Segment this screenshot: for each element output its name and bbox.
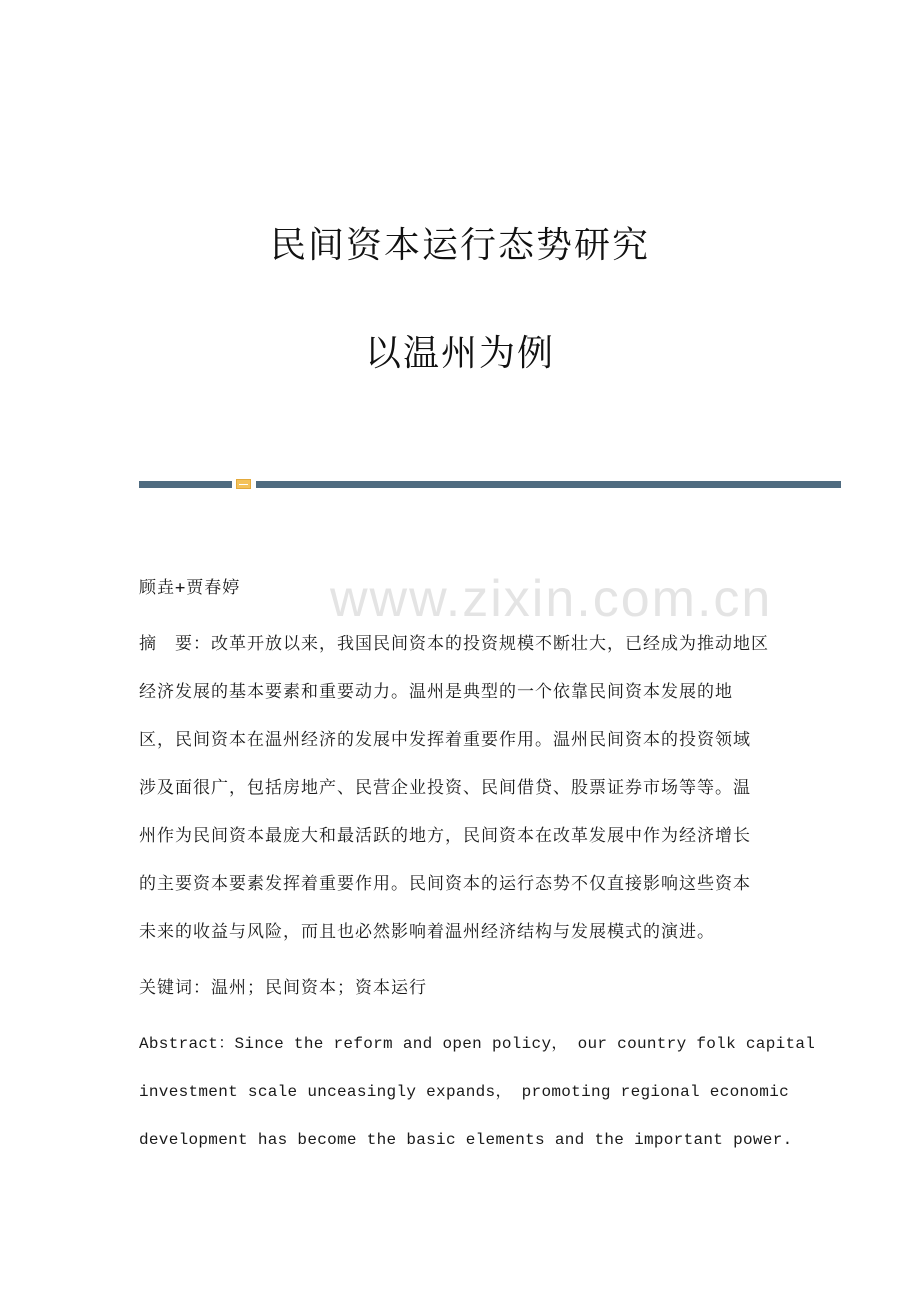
ornament-icon bbox=[236, 479, 251, 489]
abstract-en-line: investment scale unceasingly expands， promoting regional economic bbox=[139, 1083, 789, 1101]
abstract-cn-line: 经济发展的基本要素和重要动力。温州是典型的一个依靠民间资本发展的地 bbox=[139, 682, 733, 702]
abstract-cn-line: 州作为民间资本最庞大和最活跃的地方，民间资本在改革发展中作为经济增长 bbox=[139, 826, 751, 846]
abstract-cn-line: 涉及面很广，包括房地产、民营企业投资、民间借贷、股票证券市场等等。温 bbox=[139, 778, 751, 798]
watermark: www.zixin.com.cn bbox=[330, 570, 773, 628]
document-subtitle: 以温州为例 bbox=[364, 333, 555, 374]
document-title: 民间资本运行态势研究 bbox=[269, 225, 650, 266]
title-divider bbox=[139, 479, 841, 489]
abstract-en-line: Abstract：Since the reform and open policy， our country folk capital bbox=[139, 1035, 816, 1053]
abstract-cn-line: 摘 要：改革开放以来，我国民间资本的投资规模不断壮大，已经成为推动地区 bbox=[139, 634, 769, 654]
divider-right-bar bbox=[256, 481, 841, 488]
abstract-cn-line: 未来的收益与风险，而且也必然影响着温州经济结构与发展模式的演进。 bbox=[139, 922, 715, 942]
divider-left-bar bbox=[139, 481, 232, 488]
abstract-en-line: development has become the basic elements and the important power. bbox=[139, 1131, 793, 1149]
abstract-cn-line: 区，民间资本在温州经济的发展中发挥着重要作用。温州民间资本的投资领域 bbox=[139, 730, 751, 750]
keywords: 关键词：温州；民间资本；资本运行 bbox=[139, 978, 427, 998]
abstract-cn-line: 的主要资本要素发挥着重要作用。民间资本的运行态势不仅直接影响这些资本 bbox=[139, 874, 751, 894]
authors: 顾垚+贾春婷 bbox=[139, 578, 241, 598]
